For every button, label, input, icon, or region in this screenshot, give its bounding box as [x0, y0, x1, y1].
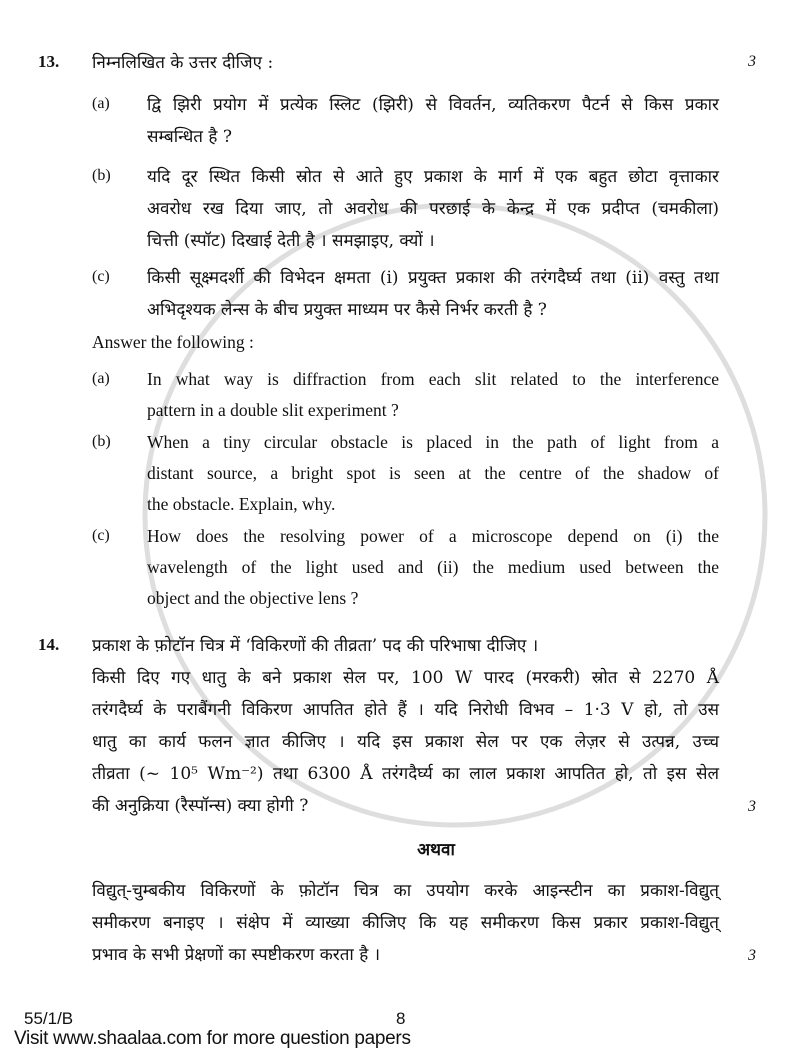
visit-link-text: Visit www.shaalaa.com for more question papers [14, 1028, 411, 1049]
text-line: distant source, a bright spot is seen at the centre of the shadow of [147, 463, 719, 483]
part-label: (c) [92, 268, 110, 285]
text-line: की अनुक्रिया (रैस्पॉन्स) क्या होगी ? [92, 796, 309, 816]
paper-code: 55/1/B [24, 1009, 74, 1028]
text-line: धातु का कार्य फलन ज्ञात कीजिए । यदि इस प्रकाश सेल पर एक लेज़र से उत्पन्न, उच्च [92, 732, 719, 752]
part-text [147, 521, 719, 614]
sub-question-hindi [38, 262, 762, 326]
page-number: 8 [396, 1009, 406, 1028]
text-line: wavelength of the light used and (ii) the medium used between the [147, 557, 719, 577]
marks: 3 [748, 53, 756, 70]
part-text [147, 364, 719, 426]
or-label: अथवा [417, 840, 455, 860]
or-question [38, 875, 762, 971]
text-line: यदि दूर स्थित किसी स्रोत से आते हुए प्रकाश के मार्ग में एक बहुत छोटा वृत्ताकार [147, 167, 719, 187]
text-line: प्रभाव के सभी प्रेक्षणों का स्पष्टीकरण करता है । [92, 945, 381, 965]
english-intro-row [38, 327, 762, 358]
or-question-text [92, 875, 719, 971]
part-text [147, 89, 719, 153]
text-line: In what way is diffraction from each slit related to the interference [147, 369, 719, 389]
sub-question-hindi [38, 161, 762, 257]
text-line: pattern in a double slit experiment ? [147, 400, 399, 420]
page-footer [0, 1010, 800, 1028]
part-label: (a) [92, 95, 110, 112]
question-number: 13. [38, 52, 60, 71]
part-text [147, 161, 719, 257]
sub-question-english [38, 521, 762, 614]
question-intro-hindi: निम्नलिखित के उत्तर दीजिए : [92, 53, 274, 73]
text-line: How does the resolving power of a microscope depend on (i) the [147, 526, 719, 546]
question-14 [38, 630, 762, 822]
text-line: प्रकाश के फ़ोटॉन चित्र में ‘विकिरणों की तीव्रता’ पद की परिभाषा दीजिए । [92, 636, 539, 656]
sub-question-hindi [38, 89, 762, 153]
text-line: object and the objective lens ? [147, 588, 359, 608]
text-line: सम्बन्धित है ? [147, 127, 232, 147]
text-line: किसी दिए गए धातु के बने प्रकाश सेल पर, 100 W पारद (मरकरी) स्रोत से 2270 Å [92, 668, 719, 688]
part-text [147, 427, 719, 520]
question-number: 14. [38, 635, 60, 654]
text-line: किसी सूक्ष्मदर्शी की विभेदन क्षमता (i) प्रयुक्त प्रकाश की तरंगदैर्घ्य तथा (ii) वस्तु तथा [147, 268, 719, 288]
sub-question-english [38, 427, 762, 520]
part-text [147, 262, 719, 326]
text-line: When a tiny circular obstacle is placed in the path of light from a [147, 432, 719, 452]
text-line: चित्ती (स्पॉट) दिखाई देती है । समझाइए, क्यों । [147, 231, 435, 251]
part-label: (b) [92, 167, 111, 184]
text-line: विद्युत्-चुम्बकीय विकिरणों के फ़ोटॉन चित्र का उपयोग करके आइन्स्टीन का प्रकाश-विद्युत् [92, 881, 719, 901]
text-line: अवरोध रख दिया जाए, तो अवरोध की परछाई के केन्द्र में एक प्रदीप्त (चमकीला) [147, 199, 719, 219]
text-line: तीव्रता (~ 10⁵ Wm⁻²) तथा 6300 Å तरंगदैर्घ्य का लाल प्रकाश आपतित हो, तो इस सेल [92, 764, 719, 784]
part-label: (b) [92, 433, 111, 450]
text-line: तरंगदैर्घ्य के पराबैंगनी विकिरण आपतित होते हैं । यदि निरोधी विभव – 1·3 V हो, तो उस [92, 700, 719, 720]
question-14-text [92, 630, 719, 822]
marks: 3 [748, 798, 756, 815]
text-line: द्वि झिरी प्रयोग में प्रत्येक स्लिट (झिरी) से विवर्तन, व्यतिकरण पैटर्न से किस प्रकार [147, 95, 719, 115]
question-13-header [38, 47, 762, 79]
text-line: the obstacle. Explain, why. [147, 494, 336, 514]
part-label: (a) [92, 370, 110, 387]
sub-question-english [38, 364, 762, 426]
question-intro-english: Answer the following : [92, 332, 254, 352]
question-intro-hindi-wrap [92, 47, 719, 79]
marks: 3 [748, 947, 756, 964]
text-line: समीकरण बनाइए । संक्षेप में व्याख्या कीजिए कि यह समीकरण किस प्रकार प्रकाश-विद्युत् [92, 913, 719, 933]
part-label: (c) [92, 527, 110, 544]
text-line: अभिदृश्यक लेन्स के बीच प्रयुक्त माध्यम पर कैसे निर्भर करती है ? [147, 300, 547, 320]
question-intro-english-wrap [92, 327, 719, 358]
